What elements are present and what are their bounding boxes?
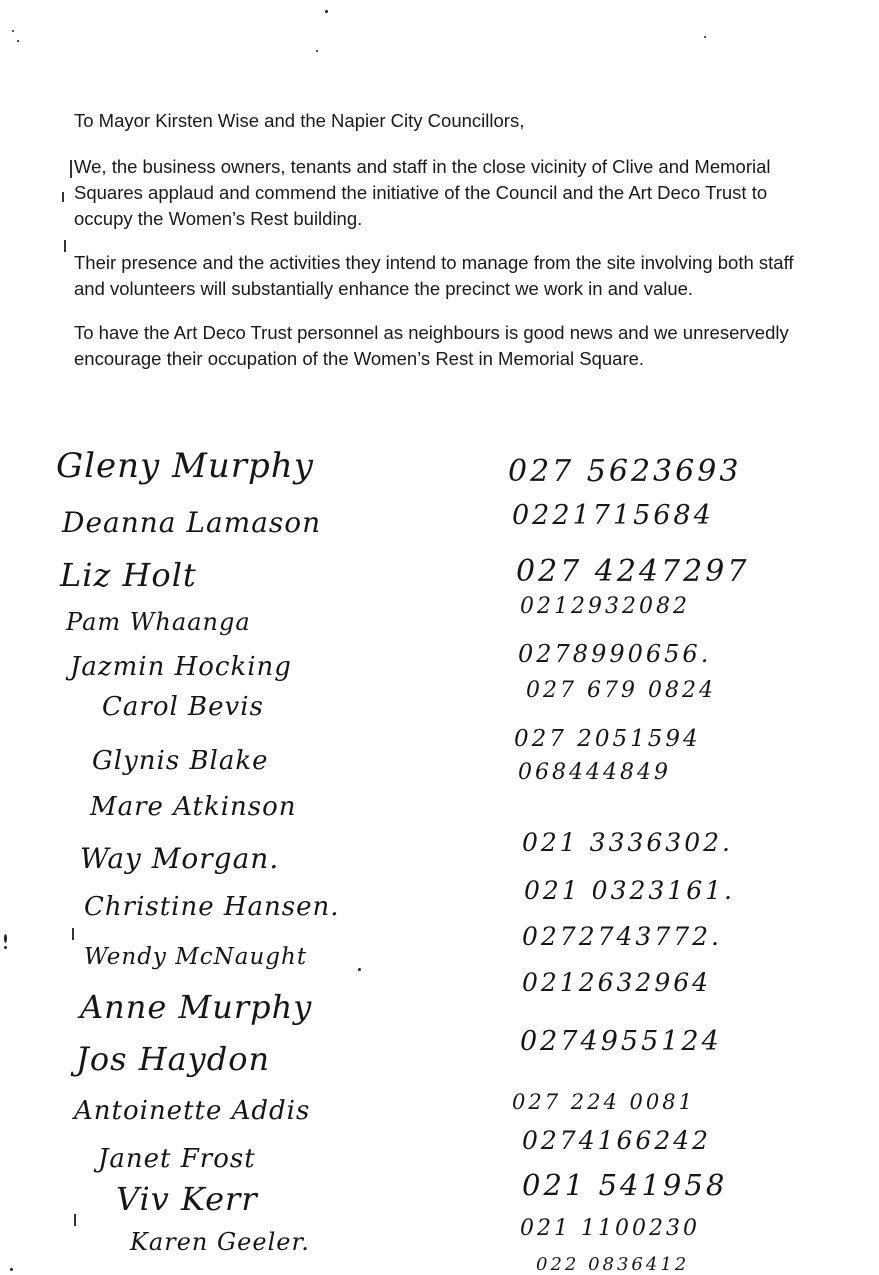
signatory-name: Wendy McNaught: [84, 944, 308, 970]
signatory-phone: 027 224 0081: [512, 1090, 695, 1114]
signatory-name: Jos Haydon: [76, 1040, 271, 1078]
scan-mark: [62, 192, 64, 202]
scan-mark: [64, 240, 66, 252]
signatory-name: Viv Kerr: [116, 1180, 258, 1218]
signatory-name: Pam Whaanga: [66, 608, 251, 636]
signatory-phone: 021 0323161.: [524, 876, 735, 905]
signatory-phone: 068444849: [518, 760, 671, 785]
signatory-name: Way Morgan.: [80, 842, 280, 875]
scan-speck: [325, 10, 328, 13]
signatory-phone: 0212932082: [520, 594, 690, 619]
scan-mark: [72, 928, 74, 940]
signatory-phone: 027 4247297: [516, 554, 750, 589]
signatory-phone: 022 0836412: [536, 1254, 690, 1275]
signatory-name: Deanna Lamason: [62, 506, 322, 539]
signatory-name: Gleny Murphy: [56, 446, 314, 486]
signatory-phone: 027 2051594: [514, 726, 701, 752]
scan-speck: [4, 934, 7, 943]
letter-paragraph-2: Their presence and the activities they intend to manage from the site involving both staff and volunteers will substantially enhance the precinct we work in and value.: [74, 252, 794, 299]
scan-mark: [70, 160, 72, 178]
scan-mark: [74, 1214, 76, 1226]
signatory-name: Christine Hansen.: [84, 892, 340, 922]
letter-paragraph-3: To have the Art Deco Trust personnel as neighbours is good news and we unreservedly encourage their occupation of the Women’s Rest in Memorial Square.: [74, 322, 789, 369]
signatory-phone: 0274166242: [522, 1126, 712, 1155]
signatory-name: Glynis Blake: [92, 746, 269, 776]
letter-body: [74, 108, 804, 390]
signatory-phone: 0272743772.: [522, 922, 723, 951]
signatory-name: Liz Holt: [60, 556, 197, 594]
scan-speck: [17, 40, 19, 42]
signatory-phone: 021 1100230: [520, 1216, 700, 1241]
scan-speck: [12, 30, 14, 32]
scan-speck: [316, 50, 318, 52]
signatory-phone: 0221715684: [512, 500, 714, 531]
scan-speck: [4, 946, 7, 949]
signatory-phone: 021 3336302.: [522, 828, 733, 857]
scan-speck: [704, 36, 706, 38]
letter-greeting: To Mayor Kirsten Wise and the Napier City Councillors,: [74, 110, 525, 131]
letter-paragraph-1: We, the business owners, tenants and staff in the close vicinity of Clive and Memorial Squares applaud and commend the initiative of the Council and the Art Deco Trust to occupy the Women’s Rest building.: [74, 156, 771, 229]
signatory-phone: 0212632964: [522, 968, 712, 997]
signatory-name: Anne Murphy: [80, 988, 313, 1026]
signatory-name: Antoinette Addis: [74, 1096, 311, 1126]
signatory-phone: 0278990656.: [518, 640, 712, 668]
signatory-name: Karen Geeler.: [130, 1228, 310, 1256]
signatory-phone: 021 541958: [522, 1168, 728, 1202]
scan-speck: [358, 968, 361, 971]
signatory-phone: 027 5623693: [508, 454, 742, 489]
signatory-name: Jazmin Hocking: [70, 652, 292, 682]
scan-speck: [10, 1268, 13, 1271]
signatory-phone: 0274955124: [520, 1026, 722, 1057]
signatory-name: Carol Bevis: [102, 692, 264, 722]
signatory-name: Janet Frost: [98, 1144, 256, 1174]
signatory-name: Mare Atkinson: [90, 792, 297, 822]
signatory-phone: 027 679 0824: [526, 678, 716, 703]
